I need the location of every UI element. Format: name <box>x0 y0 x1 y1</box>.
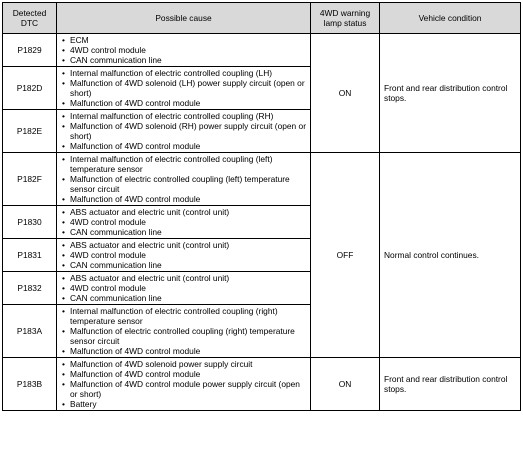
possible-cause <box>57 239 311 272</box>
cause-item: • Battery <box>70 399 306 409</box>
cause-item: • Malfunction of 4WD solenoid (LH) power supply circuit (open or short) <box>70 78 306 98</box>
possible-cause <box>57 206 311 239</box>
cause-item: • Malfunction of electric controlled coupling (right) temperature sensor circuit <box>70 326 306 346</box>
dtc-code: P183A <box>3 305 57 358</box>
cause-item: • ECM <box>70 35 306 45</box>
cause-item: • ABS actuator and electric unit (control unit) <box>70 207 306 217</box>
dtc-code: P1831 <box>3 239 57 272</box>
table-row <box>3 153 521 206</box>
cause-item: • Malfunction of 4WD solenoid power supply circuit <box>70 359 306 369</box>
cause-item: • 4WD control module <box>70 45 306 55</box>
cause-item: • 4WD control module <box>70 217 306 227</box>
possible-cause <box>57 110 311 153</box>
cause-item: • Malfunction of 4WD control module <box>70 98 306 108</box>
possible-cause <box>57 153 311 206</box>
header-lamp: 4WD warning lamp status <box>311 3 380 34</box>
cause-item: • ABS actuator and electric unit (control unit) <box>70 273 306 283</box>
cause-item: • Malfunction of 4WD control module power supply circuit (open or short) <box>70 379 306 399</box>
cause-item: • CAN communication line <box>70 293 306 303</box>
cause-item: • Internal malfunction of electric controlled coupling (left) temperature sensor <box>70 154 306 174</box>
table-row <box>3 358 521 411</box>
dtc-code: P182E <box>3 110 57 153</box>
lamp-status: ON <box>311 358 380 411</box>
cause-item: • 4WD control module <box>70 283 306 293</box>
cause-item: • CAN communication line <box>70 260 306 270</box>
cause-item: • Malfunction of 4WD control module <box>70 194 306 204</box>
cause-item: • Malfunction of 4WD control module <box>70 346 306 356</box>
cause-item: • Malfunction of electric controlled coupling (left) temperature sensor circuit <box>70 174 306 194</box>
dtc-table <box>2 2 521 411</box>
cause-item: • Internal malfunction of electric controlled coupling (LH) <box>70 68 306 78</box>
dtc-code: P1832 <box>3 272 57 305</box>
header-row <box>3 3 521 34</box>
cause-item: • CAN communication line <box>70 227 306 237</box>
possible-cause <box>57 305 311 358</box>
header-dtc: Detected DTC <box>3 3 57 34</box>
possible-cause <box>57 358 311 411</box>
vehicle-condition: Front and rear distribution control stops. <box>380 358 521 411</box>
cause-item: • ABS actuator and electric unit (control unit) <box>70 240 306 250</box>
possible-cause <box>57 272 311 305</box>
lamp-status: ON <box>311 34 380 153</box>
possible-cause <box>57 34 311 67</box>
possible-cause <box>57 67 311 110</box>
cause-item: • Malfunction of 4WD control module <box>70 141 306 151</box>
dtc-code: P1830 <box>3 206 57 239</box>
dtc-code: P182D <box>3 67 57 110</box>
cause-item: • CAN communication line <box>70 55 306 65</box>
cause-item: • 4WD control module <box>70 250 306 260</box>
cause-item: • Malfunction of 4WD solenoid (RH) power supply circuit (open or short) <box>70 121 306 141</box>
table-row <box>3 34 521 67</box>
vehicle-condition: Normal control continues. <box>380 153 521 358</box>
dtc-code: P182F <box>3 153 57 206</box>
lamp-status: OFF <box>311 153 380 358</box>
cause-item: • Internal malfunction of electric controlled coupling (right) temperature sensor <box>70 306 306 326</box>
header-cause: Possible cause <box>57 3 311 34</box>
cause-item: • Internal malfunction of electric controlled coupling (RH) <box>70 111 306 121</box>
cause-item: • Malfunction of 4WD control module <box>70 369 306 379</box>
header-condition: Vehicle condition <box>380 3 521 34</box>
vehicle-condition: Front and rear distribution control stops. <box>380 34 521 153</box>
dtc-code: P183B <box>3 358 57 411</box>
dtc-code: P1829 <box>3 34 57 67</box>
